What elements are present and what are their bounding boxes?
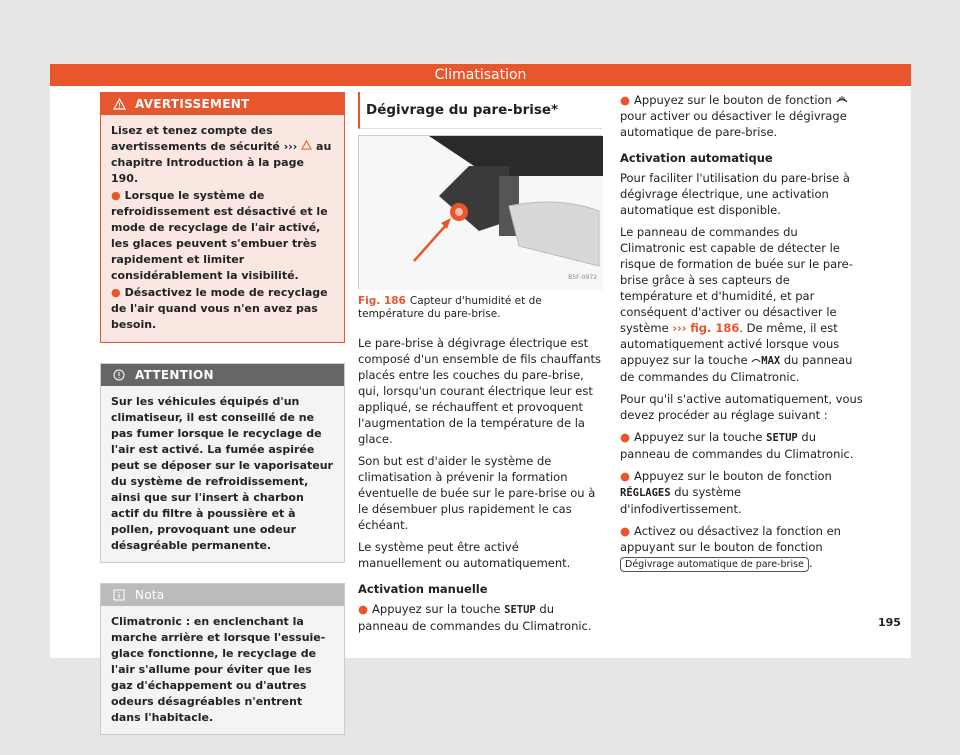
figure-caption: Fig. 186 Capteur d'humidité et de température du pare-brise. xyxy=(358,295,542,320)
subheading-auto: Activation automatique xyxy=(620,151,773,165)
bullet-icon: ● xyxy=(620,93,631,107)
paragraph-auto-3: Pour qu'il s'active automatiquement, vous devez procéder au réglage suivant : xyxy=(620,392,863,422)
attention-title: ATTENTION xyxy=(135,368,214,382)
max-key: MAX xyxy=(761,355,781,367)
warning-triangle-icon xyxy=(301,140,312,153)
bullet-icon: ● xyxy=(620,524,631,538)
attention-text: Sur les véhicules équipés d'un climatiseur, il est conseillé de ne pas fumer lorsque le recyclage de l'air est activé. La fumée aspirée peut se déposer sur le vaporisateur du système de refroidissement, ainsi que sur l'insert à charbon actif du filtre à poussière et à pollen, provoquant une odeur désagréable permanente. xyxy=(111,395,333,552)
subheading-manual: Activation manuelle xyxy=(358,582,488,596)
figure-reference-link[interactable]: fig. 186 xyxy=(690,321,740,335)
setup-key: SETUP xyxy=(504,604,536,616)
note-text: Climatronic : en enclenchant la marche arrière et lorsque l'essuie-glace fonctionne, le recyclage de l'air s'allume pour éviter que les gaz d'échappement ou d'autres odeurs désagréables n'entrent dans l'habitacle. xyxy=(111,615,326,724)
note-title: Nota xyxy=(135,588,165,602)
warning-bullet-1: ● Lorsque le système de refroidissement est désactivé et le mode de recyclage de l'air activé, les glaces peuvent s'embuer très rapidement et limiter considérablement la visibilité. xyxy=(111,189,328,282)
paragraph-1: Le pare-brise à dégivrage électrique est composé d'un ensemble de fils chauffants placés entre les couches du pare-brise, qui, lorsqu'un courant électrique leur est appliqué, se réchauffent et provoquent l'augmentation de la température de la glace. xyxy=(358,336,601,446)
bullet-icon: ● xyxy=(620,469,631,483)
warning-intro: Lisez et tenez compte des avertissements de sécurité ››› au chapitre Introduction à la page 190. xyxy=(111,124,332,185)
paragraph-auto-2: Le panneau de commandes du Climatronic est capable de détecter le risque de formation de buée sur le pare-brise grâce à ses capteurs de température et d'humidité, et par conséquent d'activer ou désactiver le système ››› fig. 186. De même, il est automatiquement activé lorsque vous appuyez sur la touche MAX du panneau de commandes du Climatronic. xyxy=(620,225,853,384)
column-left xyxy=(100,92,345,755)
column-right xyxy=(620,92,865,578)
bullet-icon: ● xyxy=(358,602,369,616)
column-middle xyxy=(358,92,602,640)
reference-arrows: ››› xyxy=(283,140,298,153)
figure-code: B5F-0972 xyxy=(568,274,597,281)
paragraph-2: Son but est d'aider le système de climatisation à prévenir la formation éventuelle de buée sur le pare-brise ou à le désembuer plus rapidement le cas échéant. xyxy=(358,454,596,532)
bullet-auto-1: ● Appuyez sur la touche SETUP du panneau de commandes du Climatronic. xyxy=(620,430,854,461)
bullet-manual-2: ● Appuyez sur le bouton de fonction pour activer ou désactiver le dégivrage automatique de pare-brise. xyxy=(620,93,847,139)
info-icon xyxy=(111,589,127,601)
figure-sensor xyxy=(358,135,602,289)
warning-bullet-2: ● Désactivez le mode de recyclage de l'air quand vous n'en avez pas besoin. xyxy=(111,286,328,331)
warning-box xyxy=(100,92,345,343)
reference-arrows: ››› xyxy=(672,321,687,335)
paragraph-auto-1: Pour faciliter l'utilisation du pare-brise à dégivrage électrique, une activation automatique est disponible. xyxy=(620,171,850,217)
info-circle-icon xyxy=(111,369,127,381)
warning-title: AVERTISSEMENT xyxy=(135,97,250,111)
page-header: Climatisation xyxy=(50,64,911,86)
windshield-defrost-icon xyxy=(751,353,761,367)
sensor-illustration xyxy=(359,136,603,290)
paragraph-3: Le système peut être activé manuellement ou automatiquement. xyxy=(358,540,571,570)
note-box xyxy=(100,583,345,735)
settings-key: RÉGLAGES xyxy=(620,487,671,499)
auto-defrost-function-button: Dégivrage automatique de pare-brise xyxy=(620,557,809,572)
bullet-auto-2: ● Appuyez sur le bouton de fonction RÉGLAGES du système d'infodivertissement. xyxy=(620,469,832,516)
page-number: 195 xyxy=(878,616,901,629)
bullet-icon: ● xyxy=(111,286,121,299)
attention-box xyxy=(100,363,345,563)
warning-triangle-icon xyxy=(111,98,127,110)
bullet-icon: ● xyxy=(111,189,121,202)
figure-number: Fig. 186 xyxy=(358,295,406,307)
bullet-icon: ● xyxy=(620,430,631,444)
setup-key: SETUP xyxy=(766,432,798,444)
section-heading: Dégivrage du pare-brise* xyxy=(358,92,602,129)
windshield-defrost-icon xyxy=(836,93,848,107)
bullet-auto-3: ● Activez ou désactivez la fonction en appuyant sur le bouton de fonction Dégivrage automatique de pare-brise . xyxy=(620,524,841,570)
bullet-manual-1: ● Appuyez sur la touche SETUP du panneau de commandes du Climatronic. xyxy=(358,602,592,633)
